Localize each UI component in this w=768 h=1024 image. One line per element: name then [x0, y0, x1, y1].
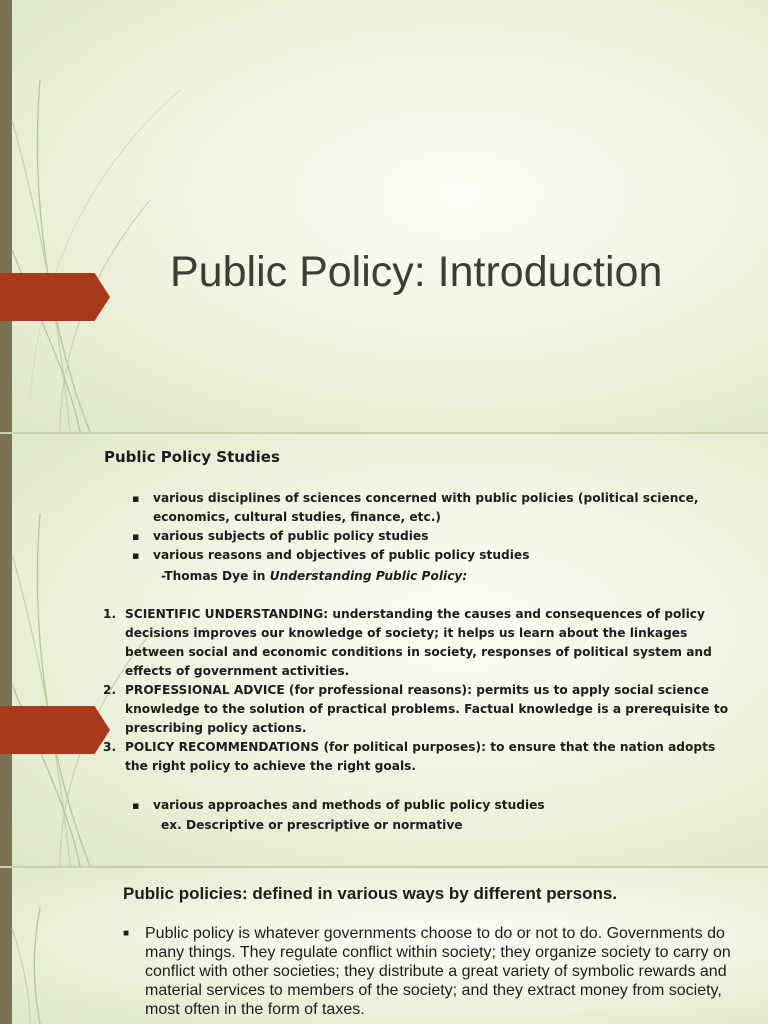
bullet-icon: ■	[123, 928, 130, 939]
list-item	[103, 605, 733, 681]
list-item: ▪ various approaches and methods of public policy studies	[132, 796, 732, 815]
example-text: ex. Descriptive or prescriptive or normative	[161, 818, 463, 832]
list-item: ▪ various reasons and objectives of public policy studies	[132, 546, 732, 565]
accent-tab	[0, 273, 110, 321]
content-slide-definitions	[0, 868, 768, 1024]
item-number: 2.	[103, 683, 117, 697]
item-text: (for political purposes): to ensure that the nation adopts the right policy to achieve the right goals.	[125, 740, 716, 773]
definition-paragraph	[123, 924, 743, 1019]
bullet-list	[132, 796, 732, 815]
slide-title: Public Policy: Introduction	[170, 248, 663, 296]
bullet-list	[132, 489, 732, 565]
list-item	[103, 681, 733, 738]
item-label: POLICY RECOMMENDATIONS	[125, 740, 320, 754]
item-number: 3.	[103, 740, 117, 754]
item-number: 1.	[103, 607, 117, 621]
attribution-prefix: -Thomas Dye in	[161, 569, 270, 583]
item-text: : understanding the causes and consequences of policy decisions improves our knowledge of society; it helps us learn about the linkages between social and economic conditions in society, responses of political system and effects of government activities.	[125, 607, 712, 678]
list-item	[103, 738, 733, 776]
item-label: SCIENTIFIC UNDERSTANDING	[125, 607, 324, 621]
section-heading: Public policies: defined in various ways by different persons.	[123, 884, 618, 903]
section-heading: Public Policy Studies	[104, 448, 280, 466]
title-slide	[0, 0, 768, 432]
attribution	[161, 567, 467, 586]
list-item: ▪ various disciplines of sciences concerned with public policies (political science, economics, cultural studies, finance, etc.)	[132, 489, 732, 527]
content-slide-studies	[0, 434, 768, 866]
book-title: Understanding Public Policy:	[269, 569, 468, 583]
list-item: ▪ various subjects of public policy studies	[132, 527, 732, 546]
item-label: PROFESSIONAL ADVICE	[125, 683, 285, 697]
numbered-list	[103, 605, 733, 776]
item-text: (for professional reasons): permits us to apply social science knowledge to the solution of practical problems. Factual knowledge is a prerequisite to prescribing policy actions.	[125, 683, 729, 735]
decorative-curves	[0, 0, 200, 432]
paragraph-text: Public policy is whatever governments choose to do or not to do. Governments do many things. They regulate conflict within society; they organize society to carry on conflict with other societies; they distribute a great variety of symbolic rewards and material services to members of the society; and they extract money from society, most often in the form of taxes.	[145, 925, 731, 1018]
